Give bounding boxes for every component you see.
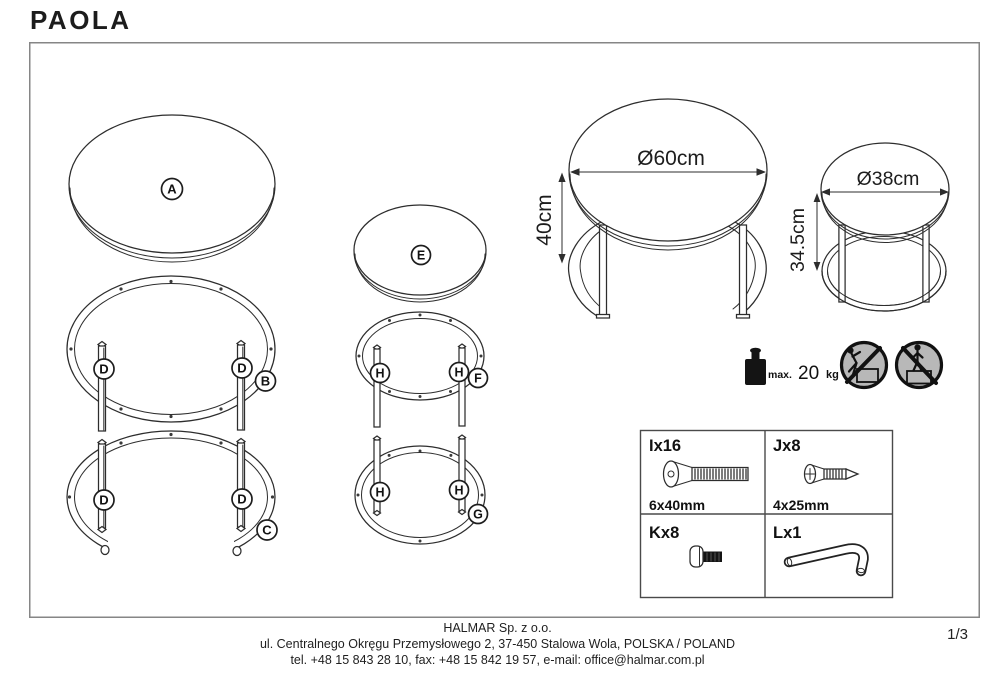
part-label-d3: D <box>99 492 109 508</box>
hardware-j-size: 4x25mm <box>773 497 830 513</box>
connector-bolt-icon <box>690 546 722 567</box>
weight-limit-unit: kg <box>826 369 839 381</box>
wood-screw-icon <box>805 465 859 484</box>
no-tilt-icon <box>842 343 887 388</box>
leg-small-upper-right <box>459 344 466 426</box>
hardware-cell-l <box>773 524 865 573</box>
small-diameter-label: Ø38cm <box>856 168 920 190</box>
part-label-d1: D <box>99 361 109 377</box>
product-title: PAOLA <box>30 5 132 35</box>
footer-contact: tel. +48 15 843 28 10, fax: +48 15 842 19 57, e-mail: office@halmar.com.pl <box>290 653 705 667</box>
frame-ring-small-drawing <box>356 312 488 427</box>
tabletop-small-drawing <box>354 205 486 302</box>
frame-ring-large-drawing <box>67 276 276 431</box>
content-frame-border <box>30 43 980 618</box>
part-label-c: C <box>262 522 272 538</box>
part-label-f: F <box>474 371 482 386</box>
hardware-j-code: Jx8 <box>773 437 801 455</box>
part-label-a: A <box>167 181 177 197</box>
part-label-h2: H <box>454 365 464 380</box>
hardware-cell-k <box>649 524 722 567</box>
base-ring-small-drawing <box>355 435 488 544</box>
hardware-table <box>641 431 893 598</box>
weight-limit-icon <box>745 348 766 385</box>
page-number: 1/3 <box>947 626 968 643</box>
hardware-cell-j <box>773 437 858 513</box>
part-label-h3: H <box>375 485 385 500</box>
large-height-label: 40cm <box>533 194 556 246</box>
part-label-h1: H <box>375 366 385 381</box>
part-label-g: G <box>473 507 483 522</box>
part-label-h4: H <box>454 483 464 498</box>
hardware-i-size: 6x40mm <box>649 497 706 513</box>
footer-address: ul. Centralnego Okręgu Przemysłowego 2, 37-450 Stalowa Wola, POLSKA / POLAND <box>259 637 735 651</box>
hardware-k-code: Kx8 <box>649 524 680 542</box>
small-table-dimension-view <box>787 143 949 311</box>
large-diameter-label: Ø60cm <box>637 147 705 170</box>
part-label-d4: D <box>237 491 247 507</box>
leg-large-lower-left <box>98 440 109 533</box>
part-label-d2: D <box>237 360 247 376</box>
leg-large-lower-right <box>237 439 245 532</box>
small-height-dimension <box>787 193 820 272</box>
no-stand-icon <box>897 343 942 388</box>
hardware-i-code: Ix16 <box>649 437 682 455</box>
base-ring-large-drawing <box>67 431 277 572</box>
weight-limit-prefix: max. <box>768 369 792 381</box>
footer-company: HALMAR Sp. z o.o. <box>443 621 552 635</box>
small-table-exploded-view <box>354 205 488 544</box>
part-label-b: B <box>260 373 271 389</box>
allen-key-icon <box>787 549 865 574</box>
footer <box>0 620 995 668</box>
small-height-label: 34.5cm <box>787 208 809 272</box>
hardware-cell-i <box>649 437 748 513</box>
part-label-e: E <box>416 248 426 263</box>
countersunk-bolt-icon <box>664 461 749 487</box>
weight-limit <box>745 348 839 385</box>
leg-small-lower-left <box>374 436 381 516</box>
leg-large-upper-right <box>237 341 245 431</box>
leg-small-lower-right <box>459 435 466 515</box>
leg-small-upper-left <box>374 345 381 427</box>
large-table-dimension-view <box>533 99 767 318</box>
weight-limit-value: 20 <box>798 363 820 384</box>
leg-large-upper-left <box>98 342 109 432</box>
large-height-dimension <box>533 173 566 264</box>
large-table-exploded-view <box>67 115 277 572</box>
tabletop-large-drawing <box>69 115 275 262</box>
hardware-l-code: Lx1 <box>773 524 802 542</box>
